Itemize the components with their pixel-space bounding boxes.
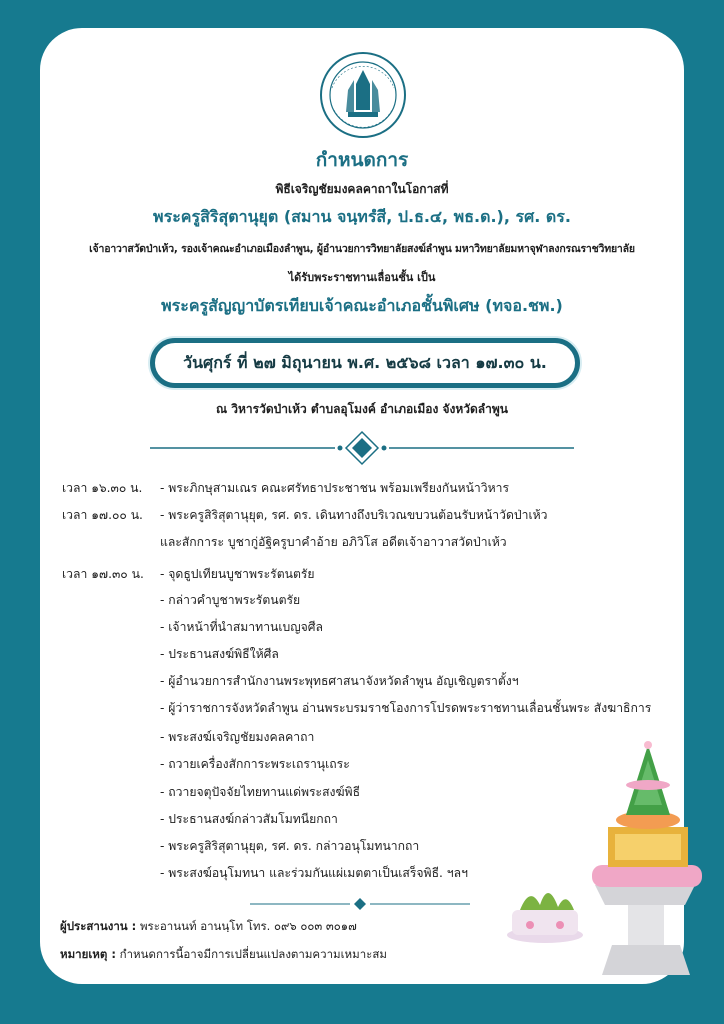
schedule-time: เวลา ๑๗.๓๐ น.	[62, 567, 144, 581]
schedule-desc: - จุดธูปเทียนบูชาพระรัตนตรัย	[160, 567, 315, 581]
schedule-desc: - พระสงฆ์อนุโมทนา และร่วมกันแผ่เมตตาเป็นเสร็จพิธี. ฯลฯ	[160, 866, 468, 880]
ornament-divider	[150, 430, 574, 466]
schedule-desc: - พระภิกษุสามเณร คณะศรัทธาประชาชน พร้อมเพรียงกันหน้าวิหาร	[160, 481, 510, 495]
coordinator-value: พระอานนท์ อานนฺโท โทร. ๐๙๖ ๐๐๓ ๓๐๑๗	[139, 919, 357, 933]
note-value: กำหนดการนี้อาจมีการเปลี่ยนแปลงตามความเหมาะสม	[119, 947, 387, 961]
schedule-desc: - ผู้อำนวยการสำนักงานพระพุทธศาสนาจังหวัดลำพูน อัญเชิญตราตั้งฯ	[160, 674, 519, 688]
schedule-desc: - เจ้าหน้าที่นำสมาทานเบญจศีล	[160, 620, 323, 634]
schedule-desc: - พระครูสิริสุตานุยุต, รศ. ดร. กล่าวอนุโมทนากถา	[160, 839, 420, 853]
honoree-positions: เจ้าอาวาสวัดป่าเห้ว, รองเจ้าคณะอำเภอเมืองลำพูน, ผู้อำนวยการวิทยาลัยสงฆ์ลำพูน มหาวิทยาลัยมหาจุฬาลงกรณราชวิทยาลัย	[89, 243, 635, 255]
date-time-banner	[150, 338, 580, 388]
new-title: พระครูสัญญาบัตรเทียบเจ้าคณะอำเภอชั้นพิเศษ (ทจอ.ชพ.)	[161, 296, 563, 315]
schedule-desc: - ผู้ว่าราชการจังหวัดลำพูน อ่านพระบรมราชโองการโปรดพระราชทานเลื่อนชั้นพระ สังฆาธิการ	[160, 701, 652, 715]
small-ornament-divider	[250, 897, 470, 911]
temple-seal-logo	[318, 50, 408, 140]
offering-tray-illustration	[500, 735, 710, 985]
schedule-desc: - ถวายเครื่องสักการะพระเถรานุเถระ	[160, 757, 350, 771]
schedule-desc: - กล่าวคำบูชาพระรัตนตรัย	[160, 593, 301, 607]
note-line	[60, 946, 387, 964]
schedule-time: เวลา ๑๖.๓๐ น.	[62, 481, 143, 495]
schedule-desc: - ถวายจตุปัจจัยไทยทานแด่พระสงฆ์พิธี	[160, 785, 361, 799]
venue-text: ณ วิหารวัดป่าเห้ว ตำบลอุโมงค์ อำเภอเมือง จังหวัดลำพูน	[215, 402, 509, 416]
schedule-desc: - ประธานสงฆ์พิธีให้ศีล	[160, 647, 279, 661]
honoree-name: พระครูสิริสุตานุยุต (สมาน จนฺทรํสี, ป.ธ.๔, พธ.ด.), รศ. ดร.	[153, 207, 571, 226]
schedule-desc: - พระครูสิริสุตานุยุต, รศ. ดร. เดินทางถึงบริเวณขบวนต้อนรับหน้าวัดป่าเห้ว	[160, 508, 548, 522]
note-label: หมายเหตุ :	[60, 947, 116, 961]
schedule-time: เวลา ๑๗.๐๐ น.	[62, 508, 143, 522]
granted-text: ได้รับพระราชทานเลื่อนชั้น เป็น	[288, 271, 436, 284]
schedule-desc: และสักการะ บูชากู่อัฐิครูบาคำอ้าย อภิวิโส อดีตเจ้าอาวาสวัดป่าเห้ว	[160, 535, 507, 549]
schedule-desc: - ประธานสงฆ์กล่าวสัมโมทนียกถา	[160, 812, 338, 826]
schedule-desc: - พระสงฆ์เจริญชัยมงคลคาถา	[160, 730, 315, 744]
coordinator-line	[60, 918, 357, 936]
coordinator-label: ผู้ประสานงาน :	[60, 919, 137, 933]
date-time-text: วันศุกร์ ที่ ๒๗ มิถุนายน พ.ศ. ๒๕๖๘ เวลา ๑๗.๓๐ น.	[183, 352, 547, 372]
page-title: กำหนดการ	[315, 149, 409, 171]
ceremony-subtitle: พิธีเจริญชัยมงคลคาถาในโอกาสที่	[275, 182, 449, 196]
